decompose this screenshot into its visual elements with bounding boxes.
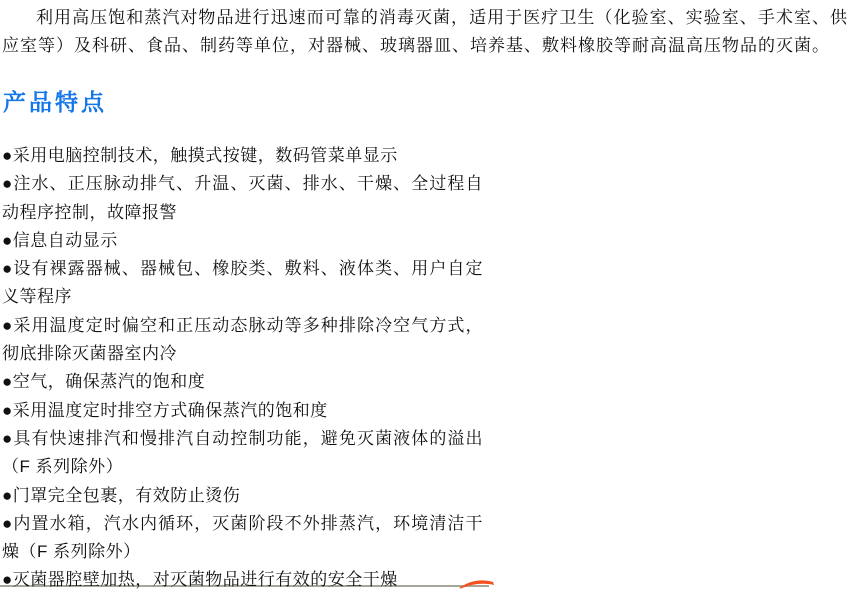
feature-item	[2, 510, 483, 567]
feature-text: 灭菌器腔壁加热，对灭菌物品进行有效的安全干燥	[12, 570, 398, 590]
bullet-icon: ●	[2, 485, 13, 505]
bullet-icon: ●	[2, 372, 13, 392]
feature-text: 采用电脑控制技术，触摸式按键，数码管菜单显示	[12, 146, 398, 165]
feature-text: 信息自动显示	[12, 230, 118, 250]
feature-text: 门罩完全包裹，有效防止烫伤	[12, 485, 241, 505]
bullet-icon: ●	[2, 315, 14, 335]
bullet-icon: ●	[2, 259, 14, 279]
feature-text: 空气，确保蒸汽的饱和度	[12, 372, 206, 392]
feature-text: 采用温度定时排空方式确保蒸汽的饱和度	[12, 400, 328, 420]
feature-item	[2, 425, 483, 482]
bullet-icon: ●	[2, 146, 13, 165]
bullet-icon: ●	[2, 174, 14, 194]
feature-item	[2, 170, 483, 227]
feature-text: 内置水箱，汽水内循环，灭菌阶段不外排蒸汽，环境清洁干燥（F 系列除外）	[2, 513, 483, 562]
feature-item	[2, 142, 483, 170]
section-title-product-features: 产品特点	[3, 89, 107, 115]
feature-item	[2, 397, 483, 425]
feature-item	[2, 566, 483, 594]
feature-text: 具有快速排汽和慢排汽自动控制功能，避免灭菌液体的溢出（F 系列除外）	[2, 428, 483, 477]
orange-swoosh-icon	[459, 576, 495, 589]
feature-item	[2, 368, 483, 396]
features-list	[2, 142, 483, 595]
feature-item	[2, 255, 483, 312]
bullet-icon: ●	[2, 400, 13, 420]
intro-paragraph: 利用高压饱和蒸汽对物品进行迅速而可靠的消毒灭菌，适用于医疗卫生（化验室、实验室、手术室、供应室等）及科研、食品、制药等单位，对器械、玻璃器皿、培养基、敷料橡胶等耐高温高压物品的灭菌。	[2, 8, 848, 55]
feature-text: 注水、正压脉动排气、升温、灭菌、排水、干燥、全过程自动程序控制，故障报警	[2, 174, 483, 222]
bullet-icon: ●	[2, 513, 14, 533]
bullet-icon: ●	[2, 428, 14, 448]
feature-item	[2, 312, 483, 369]
bullet-icon: ●	[2, 230, 13, 250]
feature-text: 采用温度定时偏空和正压动态脉动等多种排除冷空气方式，彻底排除灭菌器室内冷	[2, 315, 483, 364]
feature-item	[2, 227, 483, 255]
bullet-icon: ●	[2, 570, 13, 590]
feature-text: 设有裸露器械、器械包、橡胶类、敷料、液体类、用户自定义等程序	[2, 259, 483, 307]
feature-item	[2, 482, 483, 510]
